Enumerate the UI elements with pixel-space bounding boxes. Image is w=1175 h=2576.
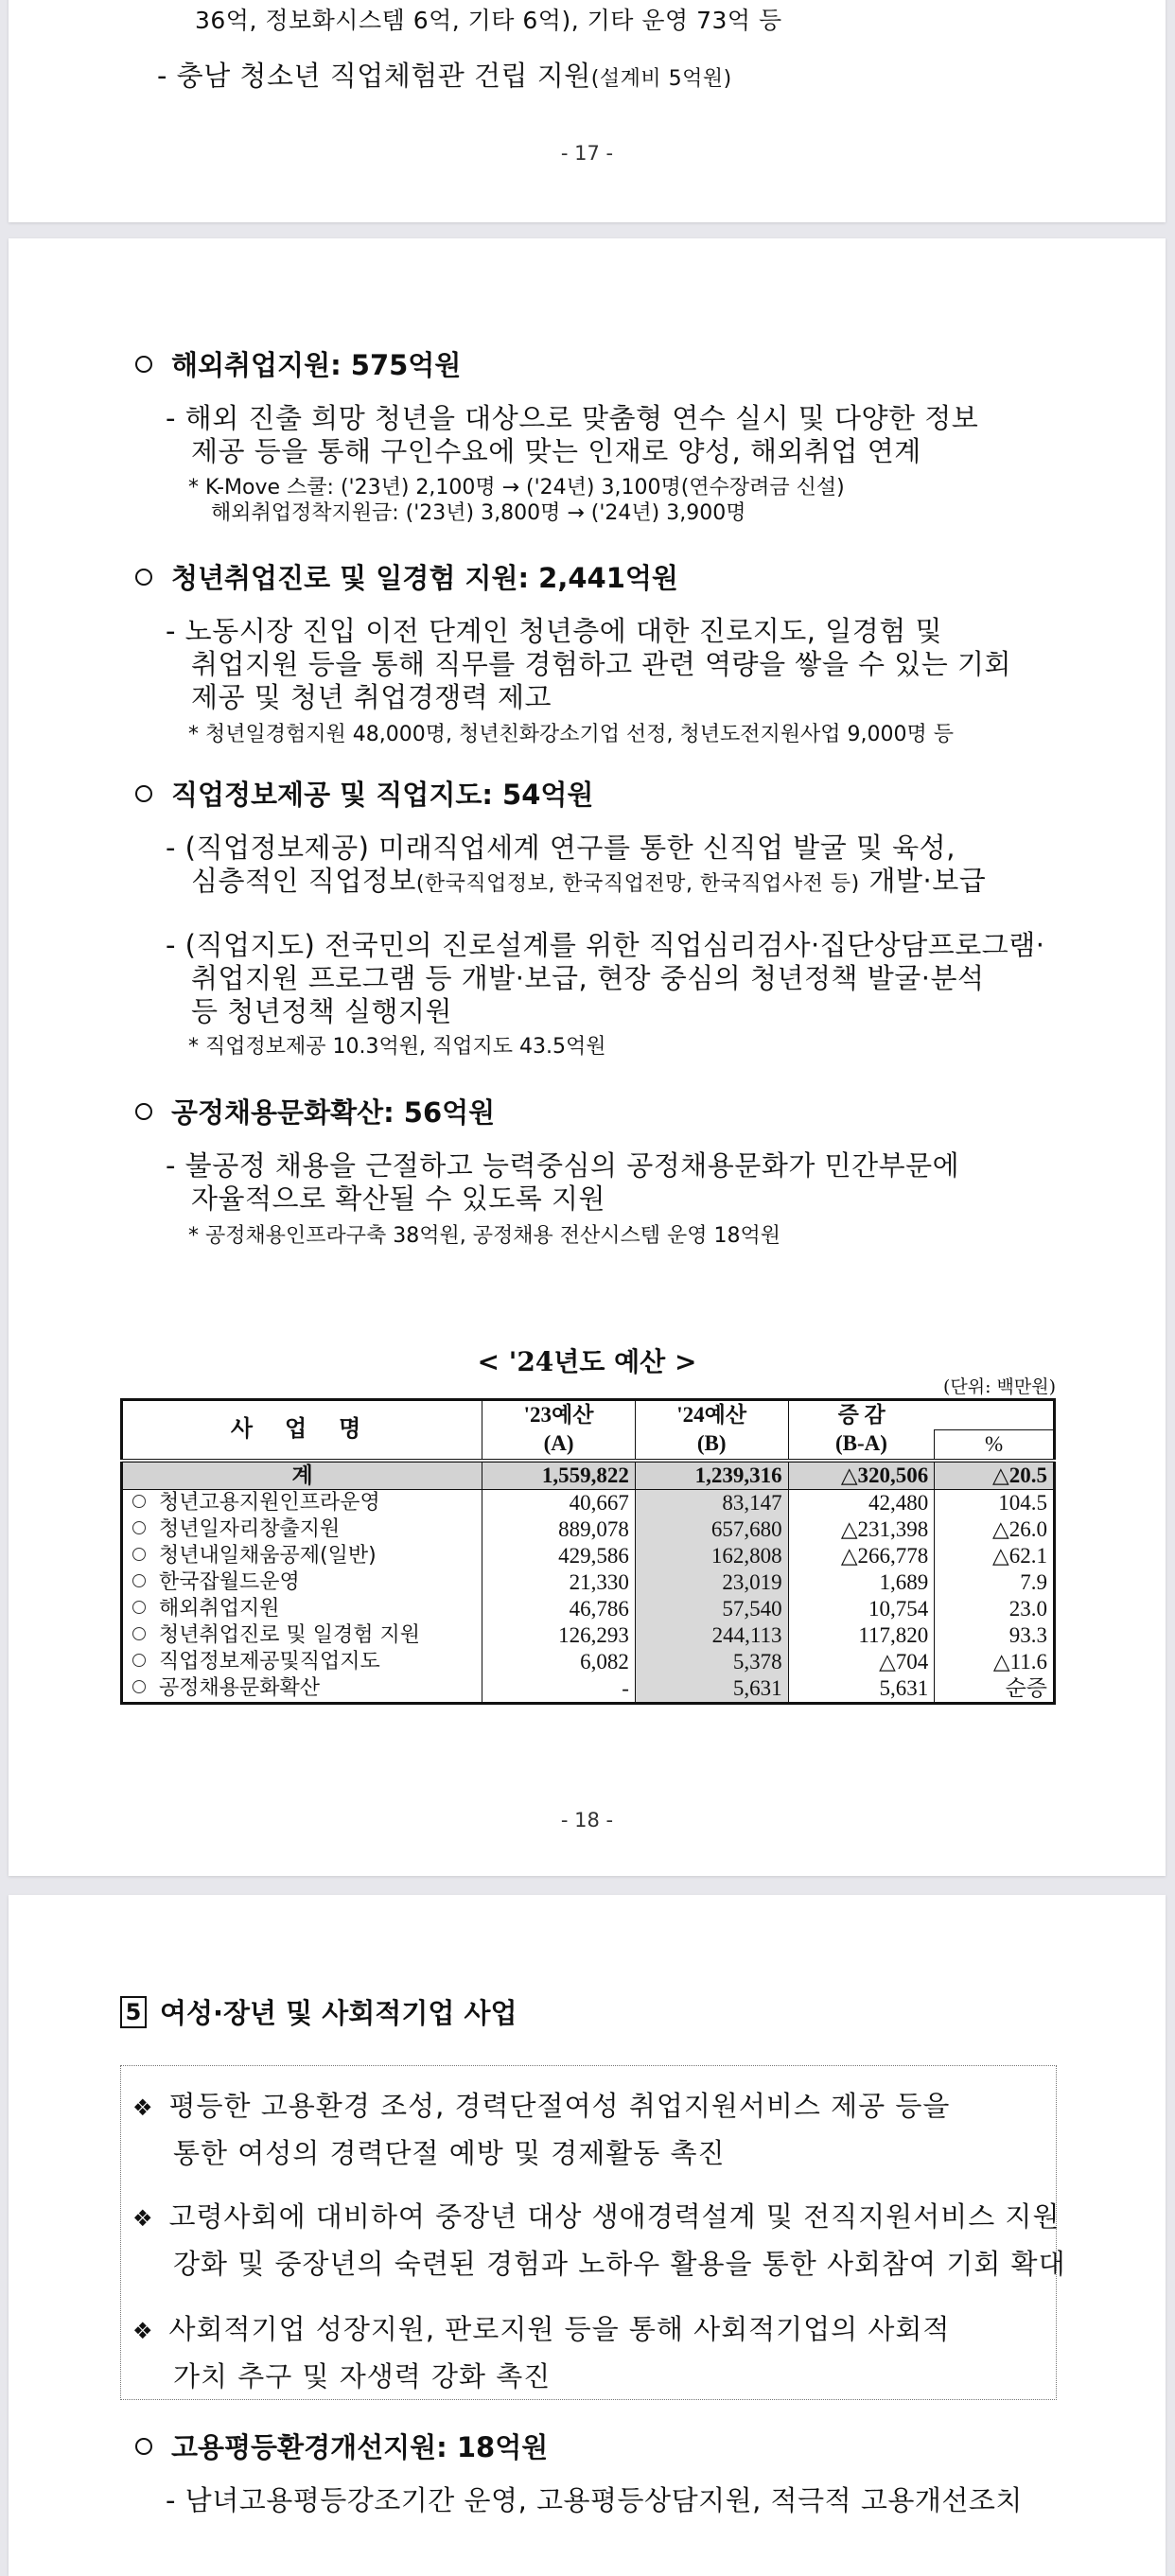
header-diff-sub: (B-A) — [788, 1429, 935, 1461]
item-note-text: (설계비 5억원) — [590, 67, 732, 91]
document-page-19 — [9, 1895, 1166, 2576]
desc-line: - 노동시장 진입 이전 단계인 청년층에 대한 진로지도, 일경험 및 — [166, 615, 942, 647]
circle-bullet-icon — [132, 1495, 146, 1508]
circle-bullet-icon — [132, 1680, 146, 1693]
desc-line: 제공 등을 통해 구인수요에 맞는 인재로 양성, 해외취업 연계 — [191, 435, 921, 467]
table-header-row — [122, 1400, 1055, 1430]
row-name — [122, 1569, 482, 1596]
desc-line: - 남녀고용평등강조기간 운영, 고용평등상담지원, 적극적 고용개선조치 — [166, 2484, 1023, 2516]
header-y23-sub: (A) — [482, 1429, 636, 1461]
circle-bullet-icon — [132, 1601, 146, 1614]
circle-bullet-icon — [132, 1521, 146, 1534]
summary-item-cont: 통한 여성의 경력단절 예방 및 경제활동 촉진 — [173, 2137, 726, 2169]
diamond-bullet-icon: ❖ — [132, 2094, 154, 2121]
table-row — [122, 1675, 1055, 1704]
total-name: 계 — [122, 1461, 482, 1490]
header-y23: '23예산 — [482, 1400, 636, 1430]
section-title — [120, 1992, 517, 2031]
diamond-bullet-icon: ❖ — [132, 2318, 154, 2344]
list-item — [157, 55, 732, 94]
table-unit: (단위: 백만원) — [942, 1376, 1056, 1397]
table-row — [122, 1543, 1055, 1569]
row-name-text: 공정채용문화확산 — [159, 1675, 321, 1700]
row-pct: △62.1 — [935, 1543, 1055, 1569]
row-name-text: 해외취업지원 — [159, 1596, 280, 1621]
desc-line: - 해외 진출 희망 청년을 대상으로 맞춤형 연수 실시 및 다양한 정보 — [166, 402, 979, 434]
desc-line: 등 청년정책 실행지원 — [191, 995, 453, 1027]
heading-text: 고용평등환경개선지원: 18억원 — [171, 2431, 549, 2463]
desc-line: - (직업정보제공) 미래직업세계 연구를 통한 신직업 발굴 및 육성, — [166, 832, 956, 864]
header-y24: '24예산 — [635, 1400, 788, 1430]
row-pct: 순증 — [935, 1675, 1055, 1704]
row-diff: 10,754 — [788, 1596, 935, 1622]
table-row — [122, 1489, 1055, 1516]
row-name — [122, 1489, 482, 1516]
desc-small-text: (한국직업정보, 한국직업전망, 한국직업사전 등) — [415, 872, 860, 896]
row-name-text: 청년취업진로 및 일경험 지원 — [159, 1622, 421, 1647]
row-name-text: 청년일자리창출지원 — [159, 1516, 341, 1541]
circle-bullet-icon — [135, 569, 152, 586]
desc-line: 취업지원 프로그램 등 개발·보급, 현장 중심의 청년정책 발굴·분석 — [191, 962, 985, 994]
desc-tail-text: 개발·보급 — [859, 865, 987, 897]
note-line: * 직업정보제공 10.3억원, 직업지도 43.5억원 — [188, 1035, 606, 1059]
row-y24: 5,631 — [635, 1675, 788, 1704]
row-y23: 889,078 — [482, 1516, 636, 1543]
circle-bullet-icon — [132, 1548, 146, 1561]
row-name-text: 직업정보제공및직업지도 — [159, 1649, 380, 1674]
table-total-row — [122, 1461, 1055, 1490]
row-name — [122, 1649, 482, 1675]
header-pct-spacer — [935, 1400, 1055, 1430]
table-title: < '24년도 예산 > — [477, 1346, 697, 1377]
summary-item — [132, 2196, 1060, 2234]
summary-item-cont: 강화 및 중장년의 숙련된 경험과 노하우 활용을 통한 사회참여 기회 확대 — [173, 2248, 1066, 2280]
item-main-text: - 충남 청소년 직업체험관 건립 지원 — [157, 60, 591, 92]
row-y23: - — [482, 1675, 636, 1704]
row-pct: 93.3 — [935, 1622, 1055, 1649]
row-diff: 42,480 — [788, 1489, 935, 1516]
row-name-text: 청년고용지원인프라운영 — [159, 1490, 380, 1515]
row-y24: 57,540 — [635, 1596, 788, 1622]
heading-text: 청년취업진로 및 일경험 지원: 2,441억원 — [171, 562, 678, 594]
summary-text: 고령사회에 대비하여 중장년 대상 생애경력설계 및 전직지원서비스 지원 — [168, 2200, 1061, 2233]
row-y23: 40,667 — [482, 1489, 636, 1516]
header-pct: % — [935, 1429, 1055, 1461]
note-line: * 청년일경험지원 48,000명, 청년친화강소기업 선정, 청년도전지원사업 9,000명 등 — [188, 723, 954, 746]
circle-bullet-icon — [135, 785, 152, 802]
row-name-text: 한국잡월드운영 — [159, 1569, 300, 1594]
section-heading-job-info — [135, 774, 593, 813]
summary-text: 사회적기업 성장지원, 판로지원 등을 통해 사회적기업의 사회적 — [168, 2313, 951, 2345]
summary-item — [132, 2308, 950, 2347]
desc-line: 제공 및 청년 취업경쟁력 제고 — [191, 681, 552, 713]
row-name — [122, 1675, 482, 1704]
row-pct: △26.0 — [935, 1516, 1055, 1543]
row-pct: △11.6 — [935, 1649, 1055, 1675]
row-name-text: 청년내일채움공제(일반) — [159, 1543, 377, 1568]
table-row — [122, 1569, 1055, 1596]
total-y24: 1,239,316 — [635, 1461, 788, 1490]
row-y24: 83,147 — [635, 1489, 788, 1516]
row-name — [122, 1516, 482, 1543]
row-pct: 7.9 — [935, 1569, 1055, 1596]
circle-bullet-icon — [135, 1103, 152, 1120]
row-diff: △704 — [788, 1649, 935, 1675]
section-heading-equal-employment — [135, 2427, 548, 2465]
header-diff: 증 감 — [788, 1400, 935, 1430]
row-name — [122, 1622, 482, 1649]
summary-item — [132, 2085, 950, 2124]
circle-bullet-icon — [135, 356, 152, 373]
header-y24-sub: (B) — [635, 1429, 788, 1461]
row-y23: 6,082 — [482, 1649, 636, 1675]
summary-item-cont: 가치 추구 및 자생력 강화 촉진 — [173, 2360, 552, 2392]
circle-bullet-icon — [132, 1574, 146, 1587]
desc-line: 취업지원 등을 통해 직무를 경험하고 관련 역량을 쌓을 수 있는 기회 — [191, 648, 1012, 680]
desc-line: 자율적으로 확산될 수 있도록 지원 — [191, 1183, 606, 1215]
row-name — [122, 1596, 482, 1622]
diamond-bullet-icon: ❖ — [132, 2205, 154, 2232]
note-line: 해외취업정착지원금: ('23년) 3,800명 → ('24년) 3,900명 — [211, 501, 746, 525]
row-y24: 23,019 — [635, 1569, 788, 1596]
total-y23: 1,559,822 — [482, 1461, 636, 1490]
note-line: * 공정채용인프라구축 38억원, 공정채용 전산시스템 운영 18억원 — [188, 1224, 780, 1248]
row-diff: 1,689 — [788, 1569, 935, 1596]
document-page-17 — [9, 0, 1166, 222]
row-y23: 46,786 — [482, 1596, 636, 1622]
heading-text: 직업정보제공 및 직업지도: 54억원 — [171, 779, 594, 811]
row-pct: 104.5 — [935, 1489, 1055, 1516]
desc-line — [191, 860, 986, 899]
table-row — [122, 1622, 1055, 1649]
row-y24: 5,378 — [635, 1649, 788, 1675]
desc-line: - (직업지도) 전국민의 진로설계를 위한 직업심리검사·집단상담프로그램· — [166, 929, 1045, 961]
row-pct: 23.0 — [935, 1596, 1055, 1622]
row-y23: 126,293 — [482, 1622, 636, 1649]
row-y24: 657,680 — [635, 1516, 788, 1543]
row-diff: 117,820 — [788, 1622, 935, 1649]
page-number: - 17 - — [560, 142, 614, 165]
budget-table — [120, 1398, 1056, 1705]
total-diff: △320,506 — [788, 1461, 935, 1490]
row-y23: 21,330 — [482, 1569, 636, 1596]
section-heading-youth-career — [135, 557, 678, 596]
row-y23: 429,586 — [482, 1543, 636, 1569]
section-number-box: 5 — [120, 1996, 147, 2028]
total-pct: △20.5 — [935, 1461, 1055, 1490]
row-name — [122, 1543, 482, 1569]
heading-text: 공정채용문화확산: 56억원 — [171, 1096, 496, 1129]
table-row — [122, 1596, 1055, 1622]
section-heading-overseas-employment — [135, 344, 461, 383]
header-name: 사 업 명 — [230, 1417, 375, 1443]
row-y24: 244,113 — [635, 1622, 788, 1649]
circle-bullet-icon — [132, 1627, 146, 1640]
heading-text: 해외취업지원: 575억원 — [171, 349, 462, 381]
circle-bullet-icon — [135, 2438, 152, 2455]
table-row — [122, 1516, 1055, 1543]
summary-text: 평등한 고용환경 조성, 경력단절여성 취업지원서비스 제공 등을 — [168, 2090, 951, 2122]
row-diff: △266,778 — [788, 1543, 935, 1569]
page-number: - 18 - — [560, 1809, 614, 1831]
note-line: * K-Move 스쿨: ('23년) 2,100명 → ('24년) 3,100명(연수장려금 신설) — [188, 476, 845, 499]
continued-line: 36억, 정보화시스템 6억, 기타 6억), 기타 운영 73억 등 — [195, 7, 782, 34]
desc-line: - 불공정 채용을 근절하고 능력중심의 공정채용문화가 민간부문에 — [166, 1149, 960, 1182]
table-row — [122, 1649, 1055, 1675]
desc-text: 심층적인 직업정보 — [191, 865, 416, 897]
circle-bullet-icon — [132, 1654, 146, 1667]
row-y24: 162,808 — [635, 1543, 788, 1569]
document-page-18 — [9, 238, 1166, 1876]
row-diff: 5,631 — [788, 1675, 935, 1704]
row-diff: △231,398 — [788, 1516, 935, 1543]
section-title-text: 여성·장년 및 사회적기업 사업 — [160, 1997, 517, 2029]
section-heading-fair-hiring — [135, 1092, 495, 1130]
summary-box — [120, 2065, 1066, 2400]
